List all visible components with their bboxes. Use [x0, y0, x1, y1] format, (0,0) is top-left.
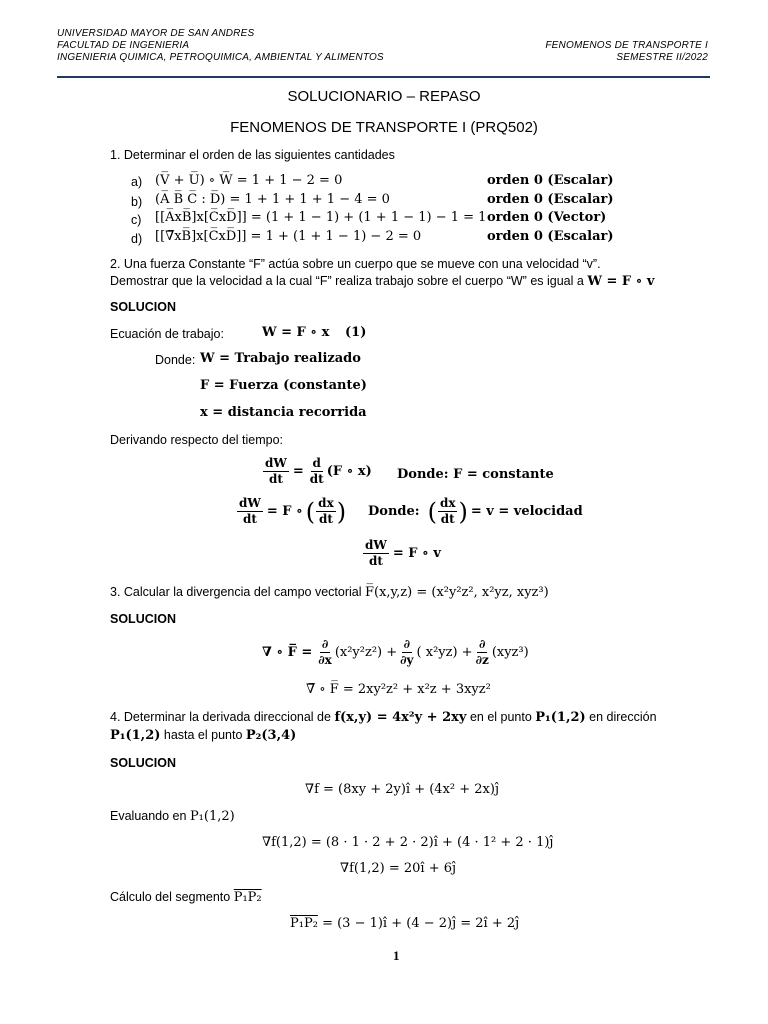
- q2-work-equation-label: Ecuación de trabajo:: [110, 327, 224, 341]
- q3-divergence-equation: ∇ ∘ F̅ = $\frac{\partial}{\partial x}$ (x²y²z²) + $\frac{\partial}{\partial y}$ ( x²yz) + $\frac{\partial}{\partial z}$ (xyz³): [262, 637, 529, 667]
- q1-item-a-result: orden 0 (Escalar): [487, 173, 614, 188]
- question-2-line-2: [110, 274, 654, 289]
- d-dt-fraction: $\frac{d}{dt}$: [309, 456, 324, 486]
- question-2-line-1: 2. Una fuerza Constante “F” actúa sobre un cuerpo que se mueve con una velocidad “v”.: [110, 257, 601, 271]
- q1-item-d-label: d): [131, 232, 143, 246]
- q2-equation-number: (1): [345, 325, 367, 340]
- q2-definition-f: F = Fuerza (constante): [200, 378, 367, 393]
- header-university: UNIVERSIDAD MAYOR DE SAN ANDRES: [57, 28, 255, 39]
- header-faculty: FACULTAD DE INGENIERIA: [57, 40, 190, 51]
- q1-item-a-label: a): [131, 175, 143, 189]
- dx-dt-fraction-note: $\frac{dx}{dt}$: [439, 496, 456, 526]
- q4-gradient-evaluated: ∇f(1,2) = (8 · 1 · 2 + 2 · 2)î + (4 · 1² + 2 · 1)ĵ: [262, 835, 554, 850]
- q2-derivation-3: $\frac{dW}{dt}$ = F ∘ v: [365, 538, 441, 568]
- q2-definition-x: x = distancia recorrida: [200, 405, 367, 420]
- document-subtitle: FENOMENOS DE TRANSPORTE I (PRQ502): [230, 119, 538, 136]
- q3-solution-heading: SOLUCION: [110, 612, 176, 626]
- q4-solution-heading: SOLUCION: [110, 756, 176, 770]
- dw-dt-fraction-3: $\frac{dW}{dt}$: [365, 538, 387, 568]
- question-3-field: F̅(x,y,z) = (x²y²z², x²yz, xyz³): [365, 585, 549, 600]
- q2-solution-heading: SOLUCION: [110, 300, 176, 314]
- q1-item-d-result: orden 0 (Escalar): [487, 229, 614, 244]
- question-4-line-1: 4. Determinar la derivada direccional de f(x,y) = 4x²y + 2xy en el punto P₁(1,2) en dirección: [110, 710, 657, 725]
- header-rule: [57, 76, 710, 78]
- question-3-line: [110, 585, 549, 600]
- question-4-point-p2: P₂(3,4): [245, 728, 297, 743]
- q1-item-b-label: b): [131, 195, 143, 209]
- q2-derivation-1-note: Donde: F = constante: [397, 467, 554, 482]
- question-4-function: f(x,y) = 4x²y + 2xy: [334, 710, 467, 725]
- q4-gradient-result: ∇f(1,2) = 20î + 6ĵ: [340, 861, 457, 876]
- q1-item-b-expr: (A̅ B̅ C̅ : D̅) = 1 + 1 + 1 + 1 − 4 = 0: [155, 192, 390, 207]
- question-2-line-2-math: W = F ∘ v: [587, 274, 655, 289]
- question-4-point-p1: P₁(1,2): [535, 710, 586, 725]
- q1-item-c-expr: [[A̅xB̅]x[C̅xD̅]] = (1 + 1 − 1) + (1 + 1 − 1) − 1 = 1: [155, 210, 487, 225]
- dw-dt-fraction: $\frac{dW}{dt}$: [265, 456, 287, 486]
- dw-dt-fraction-2: $\frac{dW}{dt}$: [239, 496, 261, 526]
- q1-item-d-expr: [[∇̅xB̅]x[C̅xD̅]] = 1 + (1 + 1 − 1) − 2 = 0: [155, 229, 422, 244]
- question-1-text: 1. Determinar el orden de las siguientes cantidades: [110, 148, 395, 162]
- question-2-line-2-text: Demostrar que la velocidad a la cual “F” realiza trabajo sobre el cuerpo “W” es igual a: [110, 274, 584, 288]
- q4-gradient: ∇f = (8xy + 2y)î + (4x² + 2x)ĵ: [305, 782, 499, 797]
- q4-evaluation-line: Evaluando en P₁(1,2): [110, 809, 235, 824]
- q1-item-c-label: c): [131, 213, 142, 227]
- partial-x-fraction: $\frac{\partial}{\partial x}$: [318, 637, 332, 667]
- question-4-line-2: P₁(1,2) hasta el punto P₂(3,4): [110, 728, 297, 743]
- q1-item-c-result: orden 0 (Vector): [487, 210, 607, 225]
- q2-derivation-text: Derivando respecto del tiempo:: [110, 433, 284, 447]
- q1-item-b-result: orden 0 (Escalar): [487, 192, 614, 207]
- q2-derivation-1: $\frac{dW}{dt}$ = $\frac{d}{dt}$ (F ∘ x): [265, 456, 372, 486]
- header-department: INGENIERIA QUIMICA, PETROQUIMICA, AMBIENTAL Y ALIMENTOS: [57, 52, 384, 63]
- page-number: 1: [393, 948, 400, 963]
- q2-derivation-2-note: Donde: ( $\frac{dx}{dt}$ ) = v = velocidad: [368, 496, 583, 526]
- question-3-text: 3. Calcular la divergencia del campo vectorial: [110, 585, 362, 599]
- q2-definition-w: W = Trabajo realizado: [200, 351, 361, 366]
- partial-y-fraction: $\frac{\partial}{\partial y}$: [400, 637, 414, 667]
- header-course: FENOMENOS DE TRANSPORTE I: [545, 40, 708, 51]
- q1-item-a-expr: (V̅ + U̅) ∘ W̅ = 1 + 1 − 2 = 0: [155, 173, 343, 188]
- q4-segment-line: Cálculo del segmento P₁P₂: [110, 890, 262, 905]
- q2-donde-label: Donde:: [155, 353, 196, 367]
- q4-segment-equation: P₁P₂ = (3 − 1)î + (4 − 2)ĵ = 2î + 2ĵ: [290, 916, 520, 931]
- q2-derivation-2: $\frac{dW}{dt}$ = F ∘ ( $\frac{dx}{dt}$ ): [239, 496, 347, 526]
- dx-dt-fraction: $\frac{dx}{dt}$: [318, 496, 334, 526]
- q3-divergence-result: ∇̅ ∘ F̅ = 2xy²z² + x²z + 3xyz²: [306, 682, 491, 697]
- document-title: SOLUCIONARIO – REPASO: [287, 88, 481, 105]
- header-semester: SEMESTRE II/2022: [616, 52, 708, 63]
- partial-z-fraction: $\frac{\partial}{\partial z}$: [475, 637, 489, 667]
- q2-work-equation: W = F ∘ x: [262, 325, 330, 340]
